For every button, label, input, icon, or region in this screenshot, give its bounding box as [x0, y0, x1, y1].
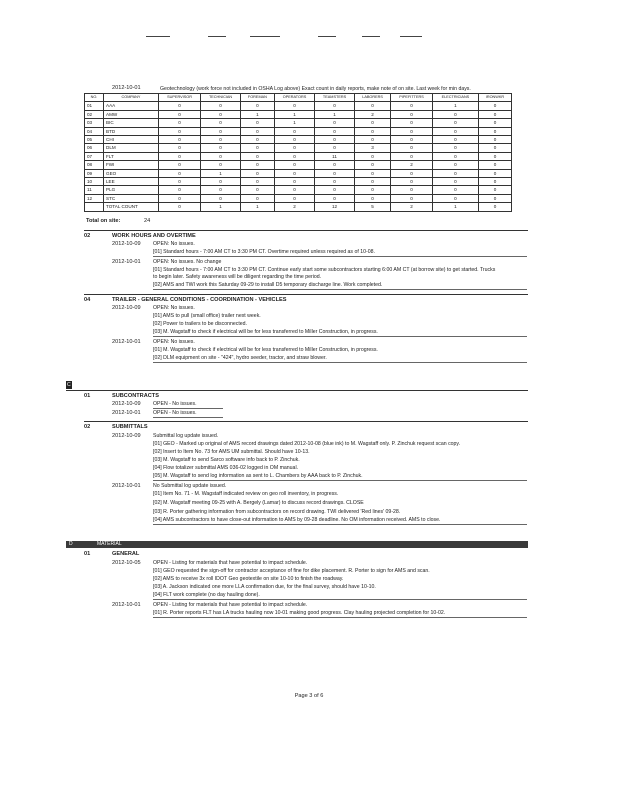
entry-line: to begin later. Safety awareness will be diligent regarding the time period. — [153, 274, 322, 280]
table-cell: 0 — [240, 161, 274, 169]
total-on-site-value: 24 — [144, 218, 151, 224]
table-cell: 0 — [354, 194, 390, 202]
table-cell: 0 — [432, 161, 478, 169]
table-cell: 0 — [315, 186, 355, 194]
table-cell: 0 — [315, 119, 355, 127]
table-cell: 0 — [478, 110, 511, 118]
table-cell: 0 — [354, 152, 390, 160]
intro-date: 2012-10-01 — [112, 85, 141, 91]
entry-line: [01] Standard hours - 7:00 AM CT to 3:30 PM CT. Continue early start some subcontractors starting 6:00 AM CT (at borrow site) to get started. Trucks — [153, 267, 496, 273]
entry-date: 2012-10-09 — [112, 433, 141, 439]
entry-line: [02] AMS and TWI work this Saturday 09-29 to install D5 temporary discharge line. Work completed. — [153, 282, 383, 288]
table-row — [85, 194, 512, 202]
table-cell: 0 — [159, 194, 201, 202]
table-row — [85, 136, 512, 144]
section-title: SUBCONTRACTS — [112, 393, 159, 399]
col-header: TECHNICIAN — [201, 94, 241, 102]
table-header-row — [85, 94, 512, 102]
table-cell — [85, 203, 104, 211]
table-cell: LEE — [104, 178, 159, 186]
entry-date: 2012-10-01 — [112, 410, 141, 416]
table-total-row — [85, 203, 512, 211]
table-cell: 0 — [354, 186, 390, 194]
table-cell: 0 — [354, 102, 390, 110]
table-cell: BIC — [104, 119, 159, 127]
table-cell: 0 — [201, 136, 241, 144]
entry-underline — [153, 362, 527, 363]
table-cell: 0 — [391, 186, 433, 194]
table-cell: 0 — [240, 144, 274, 152]
col-header: NO. — [85, 94, 104, 102]
table-cell: 1 — [274, 110, 314, 118]
table-row — [85, 110, 512, 118]
entry-line: [03] R. Porter gathering information from subcontractors on record drawing. TWI delivered 'Red lines' 09-28. — [153, 509, 401, 515]
entry-line: [04] AMS subcontractors to have close-out information to AMS by 09-28 deadline. No OM information received. AMS to close. — [153, 517, 441, 523]
table-cell: 0 — [391, 144, 433, 152]
table-cell: 0 — [240, 178, 274, 186]
section-title: SUBMITTALS — [112, 424, 148, 430]
table-cell: 0 — [478, 102, 511, 110]
table-cell: 2 — [354, 110, 390, 118]
table-cell: 0 — [354, 119, 390, 127]
table-cell: 0 — [159, 144, 201, 152]
table-cell: 0 — [478, 119, 511, 127]
table-cell: AAA — [104, 102, 159, 110]
entry-line: [02] DLM equipment on site - "424", hydro seeder, tractor, and straw blower. — [153, 355, 327, 361]
table-cell: 0 — [201, 102, 241, 110]
table-cell: 0 — [159, 136, 201, 144]
page-number: Page 3 of 6 — [294, 693, 324, 699]
table-cell: 0 — [201, 178, 241, 186]
table-cell: 0 — [159, 161, 201, 169]
entry-line: [03] M. Wagstaff to send Sarco software info back to P. Zinchuk. — [153, 457, 300, 463]
table-cell: 0 — [354, 161, 390, 169]
table-cell: 0 — [478, 194, 511, 202]
table-cell: 0 — [201, 119, 241, 127]
table-cell: 12 — [85, 194, 104, 202]
table-cell: 0 — [432, 119, 478, 127]
table-cell: 0 — [201, 161, 241, 169]
table-cell: 1 — [432, 102, 478, 110]
entry-line: [01] M. Wagstaff to check if electrical will be for less transferred to Miller Construction, in progress. — [153, 347, 378, 353]
table-cell: 0 — [240, 186, 274, 194]
header-dash — [208, 36, 226, 37]
table-cell: 0 — [201, 144, 241, 152]
entry-date: 2012-10-09 — [112, 305, 141, 311]
table-cell: 0 — [159, 127, 201, 135]
table-cell: 11 — [315, 152, 355, 160]
table-cell: 0 — [274, 144, 314, 152]
entry-date: 2012-10-01 — [112, 259, 141, 265]
table-cell: 04 — [85, 127, 104, 135]
entry-line: [01] AMS to pull (small office) trailer next week. — [153, 313, 261, 319]
entry-underline — [153, 408, 223, 409]
table-cell: 0 — [432, 127, 478, 135]
col-header: TEAMSTERS — [315, 94, 355, 102]
table-cell: 0 — [432, 194, 478, 202]
table-cell: 06 — [85, 144, 104, 152]
table-cell: STC — [104, 194, 159, 202]
table-row — [85, 127, 512, 135]
table-cell: 02 — [85, 110, 104, 118]
table-cell: 0 — [201, 194, 241, 202]
entry-line: [03] M. Wagstaff to check if electrical will be for less transferred to Miller Construction, in progress. — [153, 329, 378, 335]
table-cell: 0 — [274, 102, 314, 110]
table-cell: 2 — [274, 203, 314, 211]
entry-line: [01] GEO requested the sign-off for contractor acceptance of fine for dike placement. R. Porter to sign for AMS and scan. — [153, 568, 430, 574]
entry-date: 2012-10-05 — [112, 560, 141, 566]
table-cell: AMW — [104, 110, 159, 118]
section-number: 02 — [84, 233, 91, 239]
section-number: 01 — [84, 551, 91, 557]
entry-date: 2012-10-01 — [112, 483, 141, 489]
table-cell: 0 — [274, 127, 314, 135]
table-cell: 0 — [354, 127, 390, 135]
table-cell: 01 — [85, 102, 104, 110]
table-cell: 0 — [274, 186, 314, 194]
table-cell: 0 — [274, 178, 314, 186]
entry-date: 2012-10-01 — [112, 602, 141, 608]
table-cell: 0 — [159, 169, 201, 177]
table-cell: 5 — [354, 203, 390, 211]
col-header: ELECTRICIANS — [432, 94, 478, 102]
entry-underline — [153, 599, 527, 600]
table-cell: 0 — [391, 102, 433, 110]
table-cell: 0 — [274, 136, 314, 144]
table-cell: 0 — [315, 144, 355, 152]
table-cell: GEO — [104, 169, 159, 177]
table-cell: 0 — [478, 186, 511, 194]
table-cell: 0 — [201, 110, 241, 118]
table-cell: 0 — [391, 136, 433, 144]
entry-line: [02] Power to trailers to be disconnected. — [153, 321, 248, 327]
header-dash — [146, 36, 170, 37]
entry-status: OPEN - No issues. — [153, 401, 197, 407]
table-row — [85, 186, 512, 194]
table-cell: 0 — [432, 152, 478, 160]
table-row — [85, 178, 512, 186]
entry-line: [05] M. Wagstaff to send log information as sent to L. Chambers by AAA back to P. Zinchuk. — [153, 473, 363, 479]
table-row — [85, 169, 512, 177]
table-cell: 0 — [478, 136, 511, 144]
entry-underline — [153, 256, 527, 257]
table-cell: 0 — [240, 119, 274, 127]
table-cell: 0 — [240, 194, 274, 202]
table-row — [85, 119, 512, 127]
entry-status: OPEN: No issues. — [153, 241, 195, 247]
table-cell: 1 — [240, 203, 274, 211]
table-cell: 1 — [274, 119, 314, 127]
section-marker-letter: C — [67, 382, 71, 388]
entry-line: [01] Standard hours - 7:00 AM CT to 3:30 PM CT. Overtime required unless required as of 10-08. — [153, 249, 375, 255]
table-cell: FLT — [104, 152, 159, 160]
entry-underline — [153, 289, 527, 290]
table-cell: 0 — [240, 136, 274, 144]
entry-date: 2012-10-09 — [112, 241, 141, 247]
section-bar-title: MATERIAL — [97, 541, 122, 547]
col-header: FOREMAN — [240, 94, 274, 102]
table-cell: 0 — [201, 127, 241, 135]
table-cell: CHI — [104, 136, 159, 144]
section-number: 04 — [84, 297, 91, 303]
entry-line: [01] R. Porter reports FLT has LA trucks hauling now 10-01 making good progress. Clay hauling projected completion for 10-02. — [153, 610, 446, 616]
entry-status: No Submittal log update issued. — [153, 483, 227, 489]
header-dash — [400, 36, 422, 37]
table-cell: 1 — [315, 110, 355, 118]
entry-underline — [153, 480, 527, 481]
entry-status: OPEN - Listing for materials that have potential to impact schedule. — [153, 560, 308, 566]
entry-line: [02] Insert to Item No. 73 for AMS UM submittal. Should have 10-13. — [153, 449, 310, 455]
intro-text: Geotechnology (work force not included in OSHA Log above) Exact count in daily reports, make note of on site. Last week for min days. — [160, 86, 471, 92]
header-dash — [362, 36, 380, 37]
table-row — [85, 102, 512, 110]
table-cell: FWI — [104, 161, 159, 169]
table-cell: 0 — [274, 161, 314, 169]
table-cell: 0 — [315, 169, 355, 177]
table-cell: 0 — [432, 110, 478, 118]
table-cell: 07 — [85, 152, 104, 160]
entry-underline — [153, 417, 223, 418]
col-header: IRONWKR — [478, 94, 511, 102]
table-cell: 0 — [240, 127, 274, 135]
entry-line: [02] AMS to receive 3x roll IDOT Geo geotextile on site 10-10 to finish the roadway. — [153, 576, 344, 582]
table-row — [85, 152, 512, 160]
table-cell: 0 — [354, 178, 390, 186]
table-cell: 0 — [274, 152, 314, 160]
entry-date: 2012-10-01 — [112, 339, 141, 345]
entry-line: [04] FLT work complete (no day hauling done). — [153, 592, 260, 598]
table-cell: 0 — [315, 136, 355, 144]
table-cell: 0 — [159, 186, 201, 194]
table-cell: PLG — [104, 186, 159, 194]
entry-line: [02] M. Wagstaff meeting 09-25 with A. Bergely (Lamar) to discuss record drawings. CLOSE — [153, 500, 364, 506]
entry-status: OPEN: No issues. — [153, 305, 195, 311]
table-cell: 1 — [201, 169, 241, 177]
table-cell: 03 — [85, 119, 104, 127]
table-cell: 0 — [391, 119, 433, 127]
entry-line: [04] Flow totalizer submittal AMS 036-02 logged in OM manual. — [153, 465, 299, 471]
entry-status: OPEN - No issues. — [153, 410, 197, 416]
entry-line: [01] Item No. 71 - M. Wagstaff indicated review on geo roll inventory, in progress. — [153, 491, 339, 497]
section-title: GENERAL — [112, 551, 140, 557]
table-cell: 1 — [432, 203, 478, 211]
section-rule — [84, 421, 528, 422]
table-cell: 3 — [354, 144, 390, 152]
entry-status: OPEN: No issues. No change — [153, 259, 222, 265]
section-title: WORK HOURS AND OVERTIME — [112, 233, 196, 239]
table-cell: 0 — [315, 178, 355, 186]
table-cell: 0 — [274, 194, 314, 202]
table-cell: 0 — [159, 178, 201, 186]
col-header: LABORERS — [354, 94, 390, 102]
table-cell: 05 — [85, 136, 104, 144]
table-cell: 0 — [159, 102, 201, 110]
table-cell: 0 — [240, 102, 274, 110]
table-cell: 08 — [85, 161, 104, 169]
section-marker-letter: D — [69, 541, 73, 547]
table-cell: 0 — [201, 186, 241, 194]
table-cell: 0 — [391, 127, 433, 135]
table-cell: 0 — [391, 178, 433, 186]
col-header: SUPERVISOR — [159, 94, 201, 102]
section-title: TRAILER - GENERAL CONDITIONS - COORDINATION - VEHICLES — [112, 297, 287, 303]
table-cell: 0 — [478, 127, 511, 135]
entry-date: 2012-10-09 — [112, 401, 141, 407]
entry-underline — [153, 524, 527, 525]
section-rule — [66, 390, 528, 391]
table-row — [85, 144, 512, 152]
table-cell: 0 — [240, 152, 274, 160]
table-cell: 12 — [315, 203, 355, 211]
table-cell: 1 — [240, 110, 274, 118]
entry-status: OPEN: No issues. — [153, 339, 195, 345]
entry-line: [01] GEO - Marked up original of AMS record drawings dated 2012-10-08 (blue ink) to M. Wagstaff only. P. Zinchuk request scan copy. — [153, 441, 461, 447]
table-cell: 0 — [432, 136, 478, 144]
section-bar — [66, 541, 528, 548]
table-cell: 0 — [354, 169, 390, 177]
table-cell: 2 — [391, 203, 433, 211]
workforce-count-table — [84, 93, 512, 212]
table-cell: 0 — [432, 186, 478, 194]
table-cell: 0 — [315, 161, 355, 169]
col-header: OPERATORS — [274, 94, 314, 102]
entry-status: OPEN - Listing for materials that have potential to impact schedule. — [153, 602, 308, 608]
table-cell: BTD — [104, 127, 159, 135]
col-header: PIPEFITTERS — [391, 94, 433, 102]
table-cell: 11 — [85, 186, 104, 194]
table-cell: 0 — [315, 102, 355, 110]
entry-line: [03] A. Jackson indicated one more LLA confirmation due, for the final survey, should have 10-10. — [153, 584, 376, 590]
table-cell: 0 — [432, 144, 478, 152]
table-cell: TOTAL COUNT — [104, 203, 159, 211]
total-on-site-label: Total on site: — [86, 218, 121, 224]
col-header: COMPANY — [104, 94, 159, 102]
section-number: 02 — [84, 424, 91, 430]
table-cell: 0 — [159, 119, 201, 127]
table-cell: 0 — [432, 169, 478, 177]
section-rule — [84, 230, 528, 231]
section-number: 01 — [84, 393, 91, 399]
entry-status: Submittal log update issued. — [153, 433, 219, 439]
table-cell: 0 — [391, 110, 433, 118]
table-cell: 0 — [159, 203, 201, 211]
table-cell: 0 — [478, 152, 511, 160]
table-cell: 0 — [159, 110, 201, 118]
table-cell: 2 — [391, 161, 433, 169]
table-cell: DLM — [104, 144, 159, 152]
table-cell: 0 — [354, 136, 390, 144]
table-cell: 0 — [478, 178, 511, 186]
table-cell: 0 — [478, 169, 511, 177]
table-cell: 0 — [478, 144, 511, 152]
table-row — [85, 161, 512, 169]
table-cell: 0 — [478, 203, 511, 211]
table-cell: 0 — [391, 194, 433, 202]
table-cell: 0 — [391, 169, 433, 177]
table-cell: 09 — [85, 169, 104, 177]
table-cell: 10 — [85, 178, 104, 186]
table-cell: 0 — [391, 152, 433, 160]
table-cell: 0 — [315, 194, 355, 202]
entry-underline — [153, 336, 527, 337]
section-rule — [84, 294, 528, 295]
header-dash — [318, 36, 336, 37]
header-dash — [250, 36, 280, 37]
table-cell: 0 — [240, 169, 274, 177]
table-cell: 0 — [478, 161, 511, 169]
table-cell: 1 — [201, 203, 241, 211]
table-cell: 0 — [432, 178, 478, 186]
table-cell: 0 — [315, 127, 355, 135]
table-cell: 0 — [159, 152, 201, 160]
table-cell: 0 — [201, 152, 241, 160]
entry-underline — [153, 617, 527, 618]
table-cell: 0 — [274, 169, 314, 177]
